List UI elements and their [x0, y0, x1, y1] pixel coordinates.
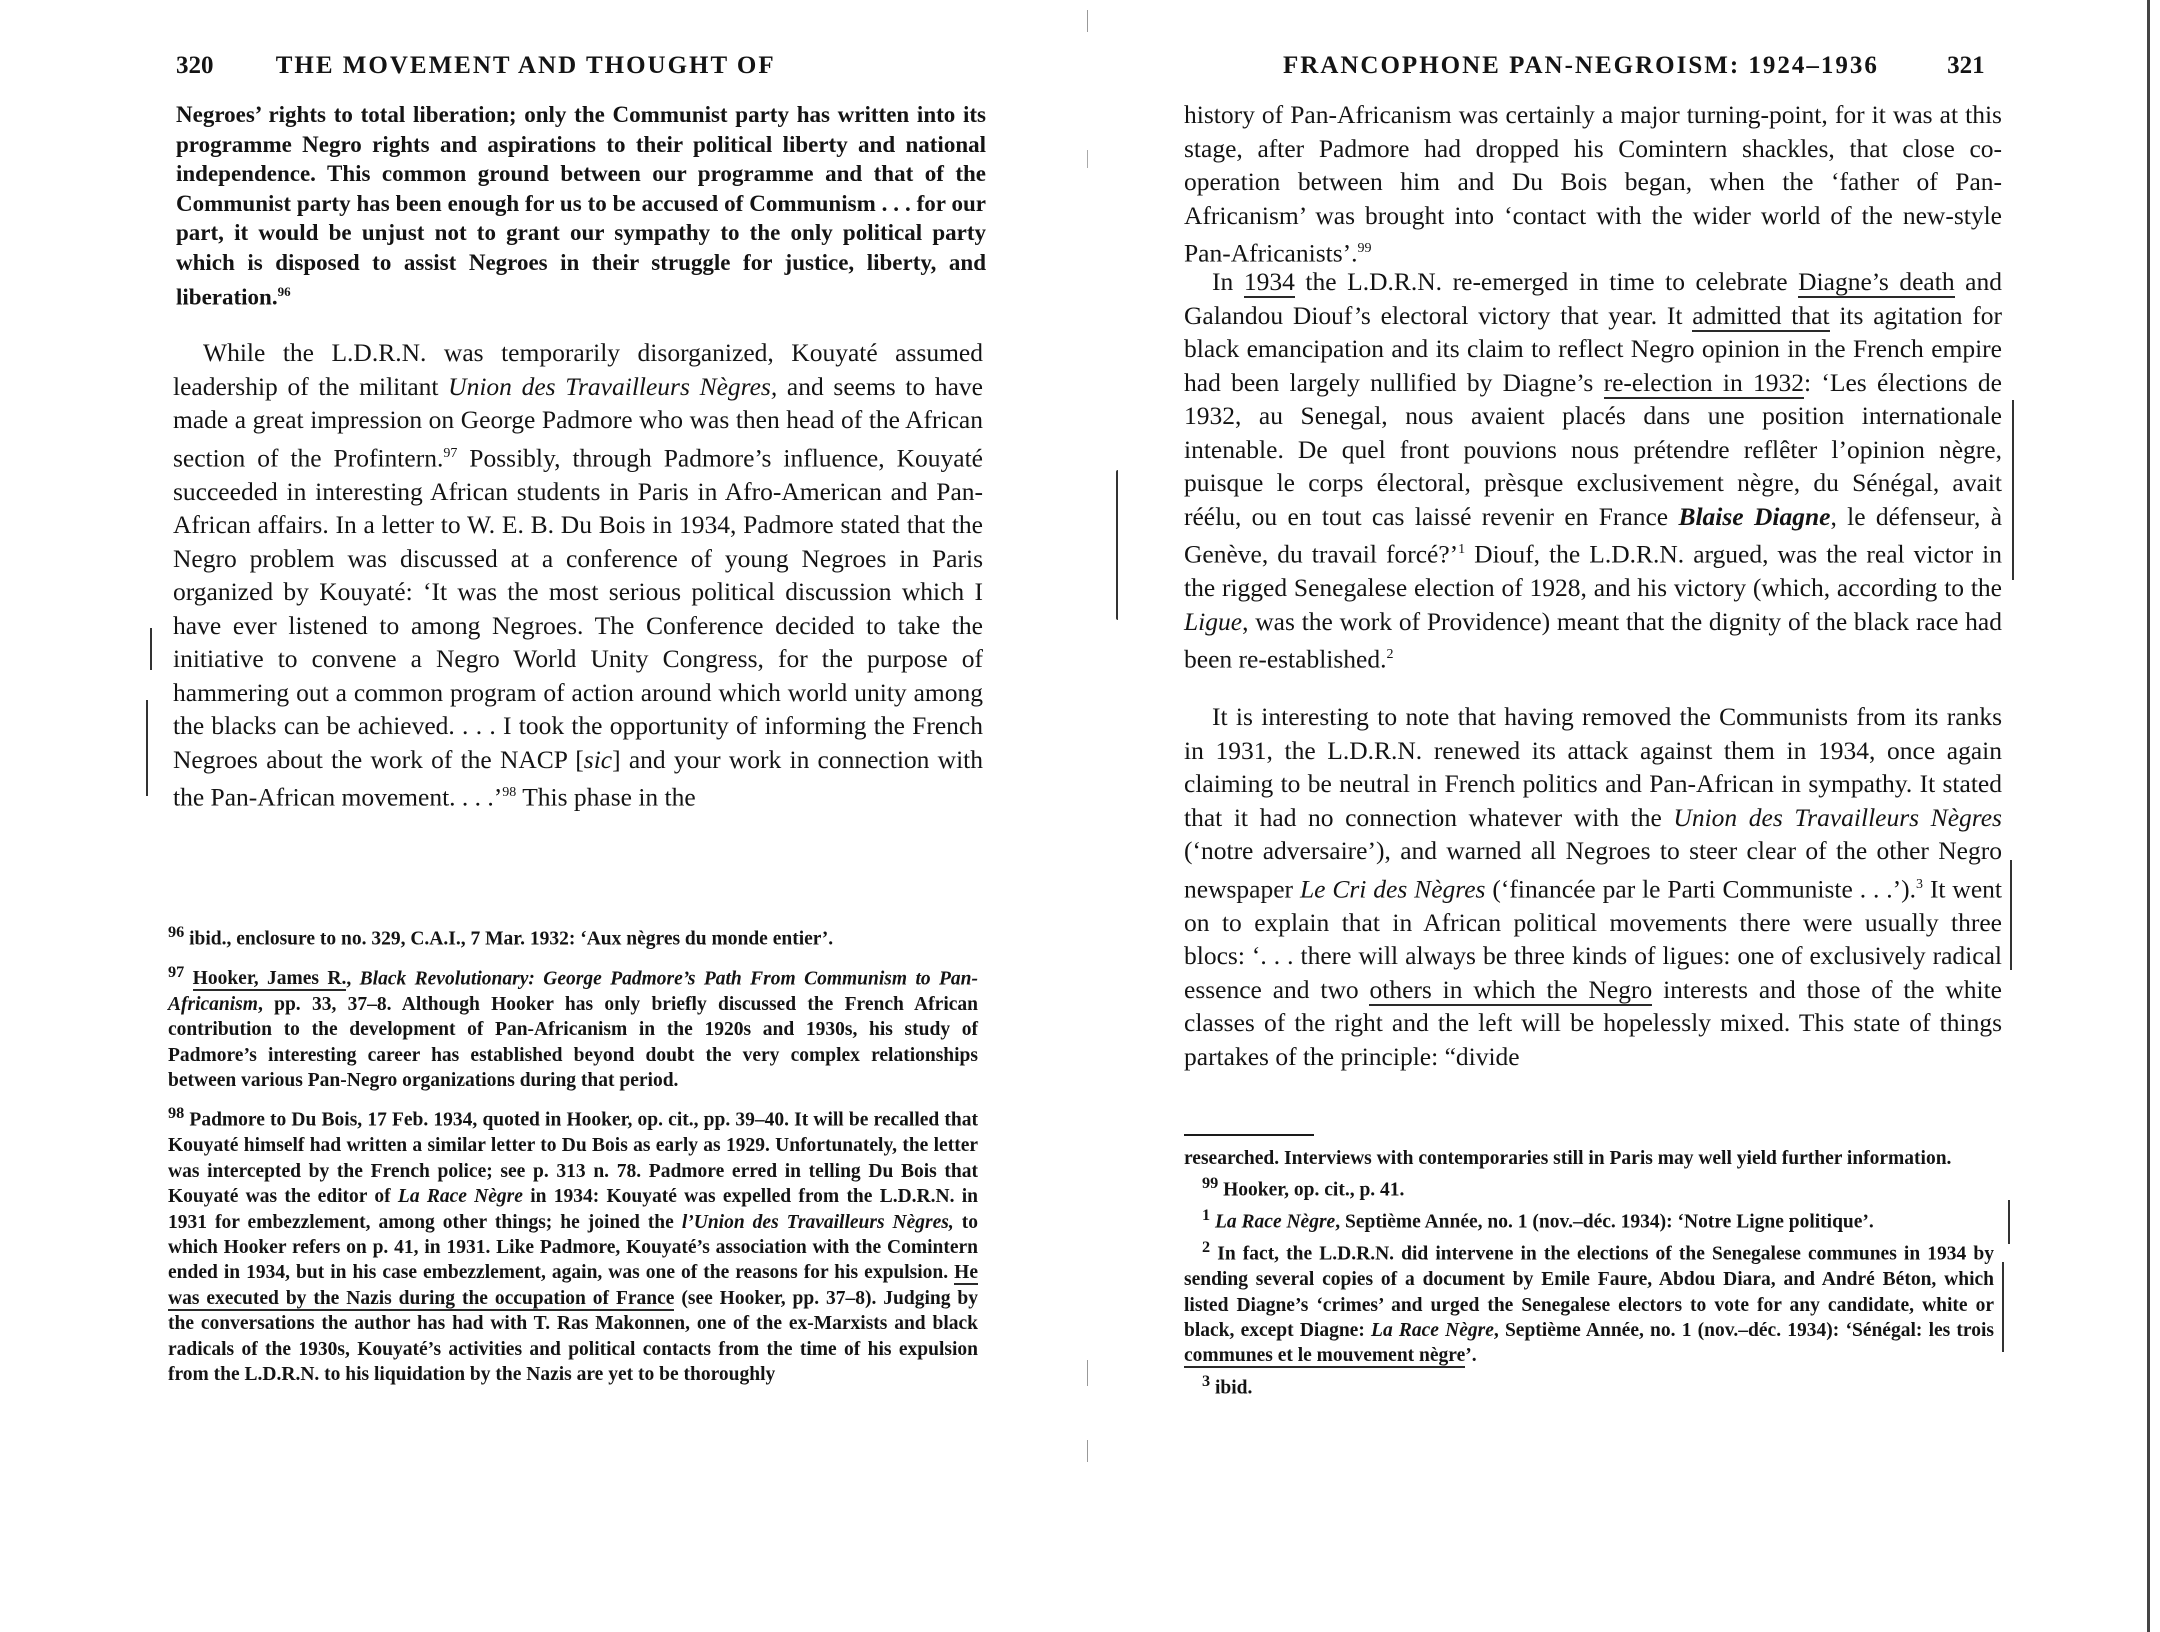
right-paragraph-3: It is interesting to note that having removed the Communists from its ranks in 1931, the L.D.R.N. renewed its attack against them in 1934, once again claiming to be neutral in French politics and Pan-African in sympathy. It stated that it had no connection whatever with the Union des Travailleurs Nègres (‘notre adversaire’), and warned all Negroes to steer clear of the other Negro newspaper Le Cri des Nègres (‘financée par le Parti Communiste . . .’).$^3$ It went on to explain that in African political movements there were usually three blocs: ‘. . . there will always be three kinds of ligues: one of exclusively radical essence and two others in which the Negro interests and those of the white classes of the right and the left will be hopelessly mixed. This state of things partakes of the principle: “divide: [1184, 702, 2002, 1071]
right-running-title: FRANCOPHONE PAN-NEGROISM: 1924–1936: [1283, 52, 1879, 79]
margin-mark: [2010, 860, 2012, 970]
left-block-quote: Negroes’ rights to total liberation; only the Communist party has written into its programme Negro rights and aspirations to their political liberty and national independence. This common ground between our programme and that of the Communist party has been enough for us to be accused of Communism . . . for our part, it would be unjust not to grant our sympathy to the only political party which is disposed to assist Negroes in their struggle for justice, liberty, and liberation.$^{96}$: [176, 102, 986, 310]
right-running-head: [1283, 52, 1985, 80]
right-paragraph-1: history of Pan-Africanism was certainly a major turning-point, for it was at this stage, after Padmore had dropped his Comintern shackles, that close co-operation between him and Du Bois began, when the ‘father of Pan-Africanism’ was brought into ‘contact with the wider world of the new-style Pan-Africanists’.$^{99}$: [1184, 100, 2002, 268]
left-page-number: 320: [176, 52, 214, 79]
footnote-97: $^{97}$ Hooker, James R., Black Revolutionary: George Padmore’s Path From Communism to Pan-Africanism, pp. 33, 37–8. Although Hooker has only briefly discussed the French African contribution to the development of Pan-Africanism in the 1920s and 1930s, his study of Padmore’s interesting career has established beyond doubt the very complex relationships between various Pan-Negro organizations during that period.: [168, 962, 979, 1092]
footnote-98: $^{98}$ Padmore to Du Bois, 17 Feb. 1934, quoted in Hooker, op. cit., pp. 39–40. It will be recalled that Kouyaté himself had written a similar letter to Du Bois as early as 1929. Unfortunately, the letter was intercepted by the French police; see p. 313 n. 78. Padmore erred in telling Du Bois that Kouyaté was the editor of La Race Nègre in 1934: Kouyaté was expelled from the L.D.R.N. in 1931 for embezzlement, among other things; he joined the l’Union des Travailleurs Nègres, to which Hooker refers on p. 41, in 1931. Like Padmore, Kouyaté’s association with the Comintern ended in 1934, but in his case embezzlement, again, was one of the reasons for his expulsion. He was executed by the Nazis during the occupation of France (see Hooker, pp. 37–8). Judging by the conversations the author has had with T. Ras Makonnen, one of the ex-Marxists and black radicals of the 1930s, Kouyaté’s activities and political contacts from the time of his expulsion from the L.D.R.N. to his liquidation by the Nazis are yet to be thoroughly: [168, 1104, 978, 1385]
margin-mark: [2002, 1262, 2004, 1352]
footnote-ref-99[interactable]: 99: [1357, 241, 1372, 256]
footnote-ref-98[interactable]: 98: [502, 785, 517, 800]
underlined-passage: He was executed by the Nazis during the occupation of France: [168, 1262, 978, 1309]
right-page: [1080, 0, 2160, 1632]
footnote-1: $^1$ La Race Nègre, Septième Année, no. 1 (nov.–déc. 1934): ‘Notre Ligne politique’.: [1202, 1206, 1874, 1233]
footnote-rule: [1184, 1134, 1314, 1136]
footnote-ref-3[interactable]: 3: [1916, 876, 1924, 892]
footnote-99: $^{99}$ Hooker, op. cit., p. 41.: [1202, 1174, 1405, 1201]
footnote-ref-97[interactable]: 97: [443, 445, 458, 461]
margin-mark: [146, 700, 148, 796]
footnote-3: $^3$ ibid.: [1202, 1371, 1253, 1399]
left-footnotes: [168, 920, 978, 1387]
right-page-number: 321: [1947, 52, 1985, 79]
footnote-96: $^{96}$ ibid., enclosure to no. 329, C.A.I., 7 Mar. 1932: ‘Aux nègres du monde entier’.: [168, 923, 834, 950]
left-running-head: [176, 52, 776, 80]
left-running-title: THE MOVEMENT AND THOUGHT OF: [275, 52, 776, 79]
margin-mark: [2012, 400, 2014, 580]
footnote-2: $^2$ In fact, the L.D.R.N. did intervene in the elections of the Senegalese communes in 1934 by sending several copies of a document by Emile Faure, Abdou Diara, and André Béton, which listed Diagne’s ‘crimes’ and urged the Senegalese electors to vote for any candidate, white or black, except Diagne: La Race Nègre, Septième Année, no. 1 (nov.–déc. 1934): ‘Sénégal: les trois communes et le mouvement nègre’.: [1184, 1238, 1994, 1367]
footnote-ref-96[interactable]: 96: [277, 284, 291, 299]
footnote-ref-2[interactable]: 2: [1386, 647, 1394, 662]
left-body-paragraph: While the L.D.R.N. was temporarily disorganized, Kouyaté assumed leadership of the militant Union des Travailleurs Nègres, and seems to have made a great impression on George Padmore who was then head of the African section of the Profintern.$^{97}$ Possibly, through Padmore’s influence, Kouyaté succeeded in interesting African students in Paris in Afro-American and Pan-African affairs. In a letter to W. E. B. Du Bois in 1934, Padmore stated that the Negro problem was discussed at a conference of young Negroes in Paris organized by Kouyaté: ‘It was the most serious political discussion which I have ever listened to among Negroes. The Conference decided to take the initiative to convene a Negro World Unity Congress, for the purpose of hammering out a common program of action around which world unity among the blacks can be achieved. . . . I took the opportunity of informing the French Negroes about the work of the NACP [sic] and your work in connection with the Pan-African movement. . . .’$^{98}$ This phase in the: [173, 338, 983, 812]
right-footnotes: [1184, 1146, 1994, 1401]
margin-mark: [2008, 1200, 2010, 1244]
right-paragraph-2: In 1934 the L.D.R.N. re-emerged in time to celebrate Diagne’s death and Galandou Diouf’s electoral victory that year. It admitted that its agitation for black emancipation and its claim to reflect Negro opinion in the French empire had been largely nullified by Diagne’s re-election in 1932: ‘Les élections de 1932, au Senegal, nous avaient placés dans une position internationale intenable. De quel front pouvions nous prétendre reflêter l’opinion nègre, puisque le corps électoral, prèsque exclusivement nègre, du Sénégal, avait réélu, ou en tout cas laissé revenir en France Blaise Diagne, le défenseur, à Genève, du travail forcé?’$^1$ Diouf, the L.D.R.N. argued, was the real victor in the rigged Senegalese election of 1928, and his victory (which, according to the Ligue, was the work of Providence) meant that the dignity of the black race had been re-established.$^2$: [1184, 267, 2003, 674]
margin-mark: [1116, 470, 1118, 620]
footnote-continuation: researched. Interviews with contemporaries still in Paris may well yield further information.: [1184, 1148, 1952, 1169]
margin-mark: [150, 628, 152, 670]
footnote-ref-1[interactable]: 1: [1458, 542, 1466, 557]
